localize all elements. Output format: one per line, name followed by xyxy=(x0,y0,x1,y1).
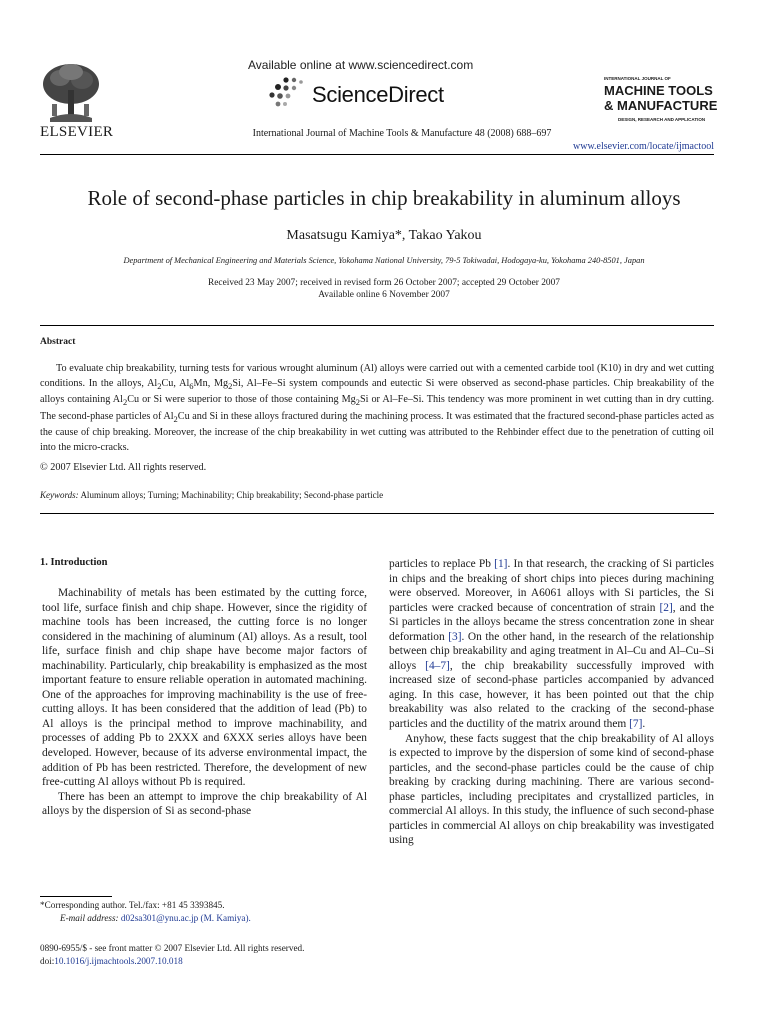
front-matter-info xyxy=(40,942,304,968)
issn-line: 0890-6955/$ - see front matter © 2007 Elsevier Ltd. All rights reserved. xyxy=(40,943,305,953)
abstract-top-rule xyxy=(40,325,714,326)
journal-homepage-link[interactable]: www.elsevier.com/locate/ijmactool xyxy=(573,141,714,152)
abstract-heading: Abstract xyxy=(40,337,76,347)
email-label: E-mail address: xyxy=(60,913,119,923)
elsevier-tree-logo-icon xyxy=(40,60,102,124)
journal-logo-small-text: INTERNATIONAL JOURNAL OF xyxy=(604,76,671,81)
keywords-list: Aluminum alloys; Turning; Machinability; Chip breakability; Second-phase particle xyxy=(80,490,384,500)
ref-link-2[interactable]: [2] xyxy=(659,601,673,614)
body-column-left xyxy=(42,586,367,819)
intro-paragraph-4: Anyhow, these facts suggest that the chip breakability of Al alloys is expected to improve by the dispersion of some kind of second-phase particles, and the second-phase particles could be the cause of chip breaking by cracking during machining. There are various second-phase particles, including precipitates and crystallized particles, in commercial Al alloys. In this study, the influence of such second-phase particles in commercial Al alloys on chip breakability was investigated using xyxy=(389,732,714,847)
header-rule xyxy=(40,154,714,155)
abstract-text: To evaluate chip breakability, turning tests for various wrought aluminum (Al) alloys were carried out with a cemented carbide tool (K10) in dry and wet cutting conditions. In the alloys, $Al_2Cu$, $Al_6Mn$, $Mg_2Si$, Al–Fe–Si system compounds and eutectic Si were observed as second-phase particles. Chip breakability of the alloys containing $Al_2Cu$ or Si were superior to those of those containing $Mg_2Si$ or Al–Fe–Si. This tendency was more prominent in wet cutting than in dry cutting. The second-phase particles of $Al_2Cu$ and Si in these alloys fractured during the machining process. It was estimated that the fractured second-phase particles acted as the cause of chip breaking. Moreover, the increase of the chip breakability in wet cutting was attributed to the Rehbinder effect due to the penetration of cutting oil into the micro-cracks. xyxy=(40,363,715,454)
intro-paragraph-3: particles to replace Pb [1]. In that research, the cracking of Si particles in chips and the breaking of short chips into pieces during machining were observed. Moreover, in A6061 alloys with Si particles, the Si particles were cracked because of concentration of strain [2], and the Si particles in the alloys became the stress concentration zone in shear deformation [3]. On the other hand, in the research of the relationship between chip breakability and aging treatment in Al–Cu and Al–Cu–Si alloys [4–7], the chip breakability successfully improved with increased size of second-phase particles accompanied by advanced aging. In this case, however, it has been pointed out that the chip breakability was also related to the cracking of the second-phase particles and the ductility of the matrix around them [7]. xyxy=(389,558,715,731)
article-title: Role of second-phase particles in chip breakability in aluminum alloys xyxy=(87,186,681,210)
ref-link-4-7[interactable]: [4–7] xyxy=(425,659,450,672)
article-authors: Masatsugu Kamiya*, Takao Yakou xyxy=(286,228,482,243)
article-dates xyxy=(40,277,728,301)
author-email-link[interactable]: d02sa301@ynu.ac.jp (M. Kamiya). xyxy=(120,913,251,923)
keywords-label: Keywords: xyxy=(40,490,79,500)
sciencedirect-wordmark: ScienceDirect xyxy=(312,82,444,107)
author-affiliation: Department of Mechanical Engineering and Materials Science, Yokohama National University, 79-5 Tokiwadai, Hodogaya-ku, Yokohama 240-8501, Japan xyxy=(123,256,645,265)
intro-paragraph-2: There has been an attempt to improve the chip breakability of Al alloys by the dispersion of Si as second-phase xyxy=(42,790,367,818)
corresponding-author-note: *Corresponding author. Tel./fax: +81 45 3393845. xyxy=(40,900,225,910)
available-online-date: Available online 6 November 2007 xyxy=(318,290,450,300)
ref-link-1[interactable]: [1] xyxy=(494,558,508,570)
ref-link-7[interactable]: [7] xyxy=(629,718,643,731)
abstract-body xyxy=(40,362,714,456)
email-note xyxy=(40,912,380,925)
journal-logo-line1: MACHINE TOOLS xyxy=(604,83,713,98)
sciencedirect-dots-icon xyxy=(268,76,310,108)
footnote-rule xyxy=(40,896,112,897)
abstract-copyright: © 2007 Elsevier Ltd. All rights reserved. xyxy=(40,462,207,473)
journal-logo-line2: & MANUFACTURE xyxy=(604,98,718,113)
intro-paragraph-1: Machinability of metals has been estimated by the cutting force, tool life, surface finish and chip shape. However, since the rigidity of machine tools has been increased, the cutting force is no longer considered in the machining of aluminum (Al) alloys. As a result, tool life, surface finish and chip shape have become major factors of machinability. Particularly, chip breakability is emphasized as the most important feature to ensure reliable operation in automated machining. One of the approaches for improving machinability is the use of free-cutting alloys. It has been considered that the addition of lead (Pb) to Al alloys is the principal method to improve machinability, and processes of adding Pb to 2XXX and 6XXX series alloys have been developed. However, because of its adverse environmental impact, the addition of Pb has been restricted. Therefore, the development of new free-cutting Al alloys without Pb is required. xyxy=(42,587,367,789)
sciencedirect-availability: Available online at www.sciencedirect.com xyxy=(248,58,474,72)
doi-label: doi: xyxy=(40,956,55,966)
ref-link-3[interactable]: [3] xyxy=(448,630,462,643)
publisher-name: ELSEVIER xyxy=(40,124,114,140)
keywords-line xyxy=(40,490,383,500)
body-column-right xyxy=(389,557,714,848)
journal-citation: International Journal of Machine Tools & Manufacture 48 (2008) 688–697 xyxy=(252,128,552,139)
doi-link[interactable]: 10.1016/j.ijmachtools.2007.10.018 xyxy=(54,956,183,966)
doi-line xyxy=(40,955,304,968)
received-dates: Received 23 May 2007; received in revised form 26 October 2007; accepted 29 October 2007 xyxy=(208,278,560,288)
section-heading-introduction: 1. Introduction xyxy=(40,557,108,568)
abstract-bottom-rule xyxy=(40,513,714,514)
journal-logo-subtitle: DESIGN, RESEARCH AND APPLICATION xyxy=(618,117,706,122)
